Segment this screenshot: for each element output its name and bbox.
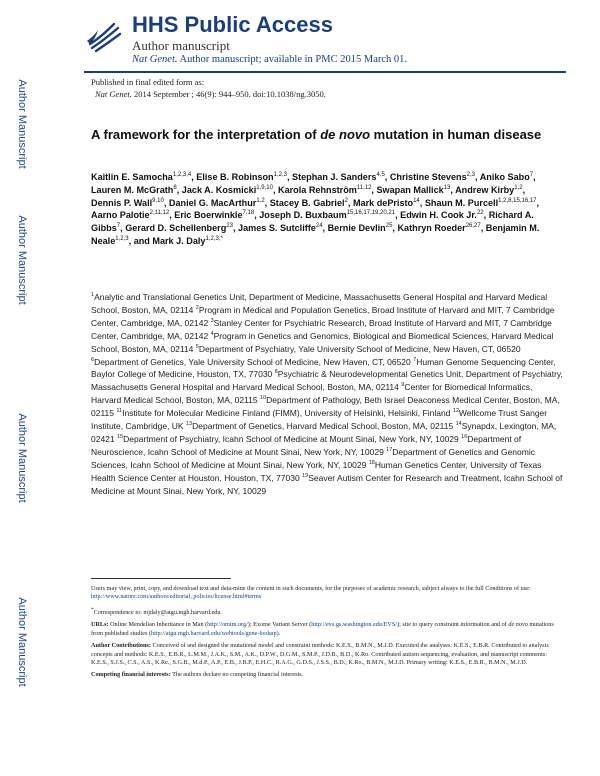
author-name: Richard A. Gibbs [91, 210, 534, 234]
author-affiliation-marker: 24 [315, 223, 323, 230]
author-name: Joseph D. Buxbaum [259, 210, 347, 221]
sidebar-label: Author Manuscript [16, 413, 28, 503]
contributions-note: Author Contributions: Conceived of and designed the mutational model and constraint methods: K.E.S., B.M.N., M.J.D. Executed the analyses: K.E.S., E.B.R. Contributed to analysis concepts and methods: K.E.S., E.B.R., L.M.M., J.A.K., S.M., A.K., D.P.W., D.G.M., S.M.P., J.D.B., B.D., K.Ro. Contributed autism sequencing, evaluation, and manuscript comments: K.E.S., S.J.S., C.S., A.S., K.Re., S.G.B., M.d.P., A.P., E.B., J.B.P., E.H.C., R.A.G., G.D.S., J.S.S., B.D., K.Ro., B.M.N., M.J.D. Primary writing: K.E.S., E.B.R., B.M.N., M.J.D. [91, 642, 549, 666]
affiliation-number: 13 [185, 421, 193, 428]
author-name: Mark J. Daly [152, 235, 206, 246]
affiliation-number: 1 [91, 292, 95, 299]
affiliation-text: Program in Genetics and Genomics, Biological and Biomedical Sciences, Harvard Medical School, Boston, MA, 02114 [91, 330, 554, 354]
affiliation-number: 9 [401, 382, 405, 389]
author-name: Andrew Kirby [455, 184, 515, 195]
author-entry [270, 198, 348, 208]
author-entry [91, 185, 177, 195]
author-affiliation-marker: 15,16,17,19,20,21 [346, 210, 396, 217]
availability-text: Author manuscript; available in PMC 2015 March 01. [179, 54, 408, 65]
affiliation-number: 14 [455, 421, 462, 428]
hhs-eagle-logo [84, 16, 124, 56]
author-name: Edwin H. Cook Jr. [400, 210, 477, 221]
author-name: Eric Boerwinkle [174, 210, 243, 221]
author-name: Lauren M. McGrath [91, 184, 174, 195]
author-affiliation-marker: 2,11,12 [149, 210, 170, 217]
affiliation-number: 17 [386, 447, 393, 454]
author-name: Bernie Devlin [327, 223, 386, 234]
author-affiliation-marker: 1,2 [514, 184, 523, 191]
affiliation-text: Center for Biomedical Informatics, Harvard Medical School, Boston, MA, 02115 [91, 382, 533, 406]
sidebar-label: Author Manuscript [16, 597, 28, 687]
author-name: Dennis P. Wall [91, 197, 153, 208]
hhs-header [84, 12, 564, 74]
author-name: Elise B. Robinson [196, 172, 274, 182]
affiliation-text: Institute for Molecular Medicine Finland (FIMM), University of Helsinki, Helsinki, Finland [122, 408, 451, 419]
affiliation-number: 15 [117, 434, 124, 441]
affiliation-number: 11 [116, 408, 123, 415]
competing-interests-note: Competing financial interests: The authors declare no competing financial interests. [91, 671, 304, 679]
citation-details: 2014 September ; 46(9): 944–950. doi:10.1038/ng.3050. [133, 89, 326, 99]
author-entry [353, 198, 420, 208]
affiliation-number: 5 [195, 343, 199, 350]
author-affiliation-marker: 1,9,10 [256, 184, 273, 191]
author-entry [425, 198, 537, 208]
author-entry [292, 172, 385, 182]
affiliation-text: Wellcome Trust Sanger Institute, Cambridge, UK [91, 408, 548, 432]
author-name: Christine Stevens [389, 172, 467, 182]
author-affiliation-marker: 1,2,3,* [205, 235, 223, 242]
article-title: A framework for the interpretation of de novo mutation in human disease [91, 127, 542, 142]
affiliation-number: 12 [452, 408, 459, 415]
affiliation-text: Stanley Center for Psychiatric Research, Broad Institute of Harvard and MIT, 7 Cambridge Center, Cambridge, MA, 02142 [91, 317, 552, 341]
journal-name: Nat Genet. [132, 54, 178, 65]
author-affiliation-marker: 13 [443, 184, 451, 191]
affiliation-entry [117, 434, 459, 444]
affiliation-text: Department of Genetics, Harvard Medical School, Boston, MA, 02115 [192, 421, 454, 432]
author-entry [455, 185, 522, 195]
affiliation-number: 7 [413, 356, 417, 363]
author-entry [278, 185, 371, 195]
terms-link[interactable]: http://www.nature.com/authors/editorial_policies/license.html#terms [91, 593, 262, 601]
author-entry [174, 210, 254, 220]
author-name: Aarno Palotie [91, 210, 150, 221]
citation-journal: Nat Genet. [95, 89, 132, 99]
author-entry [376, 185, 450, 195]
affiliation-text: Synapdx, Lexington, MA, 02421 [91, 421, 557, 444]
author-list: Kaitlin E. Samocha$^{1,2,3,4}$, Elise B. Robinson$^{1,2,3}$, Stephan J. Sanders$^{4,5}$, Christine Stevens$^{2,3}$, Aniko Sabo$^7$, Lauren M. McGrath$^8$, Jack A. Kosmicki$^{1,9,10}$, Karola Rehnström$^{11,12}$, Swapan Mallick$^{13}$, Andrew Kirby$^{1,2}$, Dennis P. Wall$^{9,10}$, Daniel G. MacArthur$^{1,2}$, Stacey B. Gabriel$^2$, Mark dePristo$^{14}$, Shaun M. Purcell$^{1,2,8,15,16,17}$, Aarno Palotie$^{2,11,12}$, Eric Boerwinkle$^{7,18}$, Joseph D. Buxbaum$^{15,16,17,19,20,21}$, Edwin H. Cook Jr.$^{22}$, Richard A. Gibbs$^7$, Gerard D. Schellenberg$^{23}$, James S. Sutcliffe$^{24}$, Bernie Devlin$^{25}$, Kathryn Roeder$^{26,27}$, Benjamin M. Neale$^{1,2,3}$, and Mark J. Daly$^{1,2,3,*}$ [91, 171, 540, 246]
affiliation-text: Program in Medical and Population Genetics, Broad Institute of Harvard and MIT, 7 Cambridge Center, Cambridge, MA, 02142 [91, 304, 555, 328]
author-entry [91, 198, 164, 208]
author-affiliation-marker: 1,2 [256, 197, 265, 204]
affiliation-number: 10 [260, 395, 267, 402]
affiliation-number: 4 [210, 330, 214, 337]
affiliation-text: Psychiatric & Neurodevelopmental Genetics Unit, Department of Psychiatry, Massachusetts General Hospital and Harvard Medical School, Boston, MA, 02114 [91, 369, 563, 393]
citation [95, 88, 326, 100]
author-affiliation-marker: 25 [385, 223, 393, 230]
affiliation-text: Analytic and Translational Genetics Unit, Department of Medicine, Massachusetts General Hospital and Harvard Medical School, Boston, MA, 02114 [91, 292, 548, 315]
author-affiliation-marker: 1,2,3 [273, 171, 287, 178]
author-affiliation-marker: 26,27 [465, 223, 481, 230]
affiliation-text: Department of Genetics and Genomic Sciences, Icahn School of Medicine at Mount Sinai, New York, NY, 10029 [91, 446, 535, 470]
author-affiliation-marker: 7 [116, 223, 121, 230]
author-entry [238, 223, 323, 233]
affiliation-text: Human Genetics Center, University of Texas Health Science Center at Houston, Houston, TX, 77030 [91, 459, 542, 483]
journal-availability [132, 54, 407, 65]
gene-lookup-link[interactable]: http://atgu.mgh.harvard.edu/webtools/gene-lookup [150, 629, 277, 637]
author-affiliation-marker: 8 [173, 184, 177, 191]
affiliation-list [91, 291, 563, 498]
author-entry [390, 172, 475, 182]
affiliation-text: Department of Neuroscience, Icahn School of Medicine at Mount Sinai, New York, NY, 10029 [91, 433, 522, 457]
affiliation-number: 16 [461, 434, 468, 441]
affiliation-entry [116, 408, 450, 418]
author-entry [196, 172, 287, 182]
affiliation-number: 19 [302, 472, 309, 479]
affiliation-text: Department of Psychiatry, Yale University School of Medicine, New Haven, CT, 06520 [198, 343, 521, 354]
author-name: Benjamin M. Neale [91, 223, 540, 246]
author-name: Jack A. Kosmicki [181, 184, 257, 195]
author-name: Stacey B. Gabriel [269, 197, 345, 208]
author-name: Daniel G. MacArthur [168, 197, 257, 208]
omim-link[interactable]: http://omim.org/ [207, 621, 248, 629]
hhs-title: HHS Public Access [132, 12, 333, 37]
terms-note: Users may view, print, copy, and download text and data-mine the content in such documents, for the purposes of academic research, subject always to the full Conditions of use: http://www.nature.com/authors/editorial_policies/license.html#terms [91, 585, 531, 601]
author-affiliation-marker: 1,2,3 [115, 235, 129, 242]
author-affiliation-marker: 2 [344, 197, 348, 204]
author-name: Kathryn Roeder [397, 223, 466, 234]
author-affiliation-marker: 4,5 [376, 171, 385, 178]
author-name: Aniko Sabo [479, 172, 530, 182]
affiliation-number: 2 [195, 305, 199, 312]
author-manuscript-sidebar [0, 0, 40, 776]
author-entry [125, 223, 233, 233]
author-name: Stephan J. Sanders [292, 172, 377, 182]
affiliation-text: Department of Genetics, Yale University School of Medicine, New Haven, CT, 06520 [94, 356, 411, 367]
header-rule [84, 71, 566, 73]
author-affiliation-marker: 23 [226, 223, 233, 230]
correspondence-note: *Correspondence to: mjdaly@atgu.mgh.harvard.edu. [91, 606, 222, 616]
author-manuscript-label: Author manuscript [132, 38, 230, 53]
author-name: Kaitlin E. Samocha [91, 172, 173, 182]
author-name: Shaun M. Purcell [424, 197, 499, 208]
affiliation-text: Department of Psychiatry, Icahn School of Medicine at Mount Sinai, New York, NY, 10029 [123, 433, 459, 444]
author-name: Gerard D. Schellenberg [125, 223, 227, 234]
footnote-rule [91, 578, 231, 579]
author-entry [400, 210, 484, 220]
author-name: Mark dePristo [352, 197, 414, 208]
author-entry [169, 198, 265, 208]
author-affiliation-marker: 14 [413, 197, 420, 204]
author-affiliation-marker: 1,2,3,4 [172, 171, 192, 178]
published-label: Published in final edited form as: [91, 77, 205, 87]
author-entry [328, 223, 393, 233]
author-affiliation-marker: 2,3 [466, 171, 476, 178]
author-entry [397, 223, 480, 233]
sidebar-label: Author Manuscript [16, 79, 28, 169]
affiliation-text: Seaver Autism Center for Research and Treatment, Icahn School of Medicine at Mount Sinai, New York, NY, 10029 [91, 472, 563, 496]
affiliation-entry [186, 421, 453, 431]
author-affiliation-marker: 11,12 [356, 184, 372, 191]
affiliation-number: 3 [210, 317, 214, 324]
sidebar-label: Author Manuscript [16, 215, 28, 305]
affiliation-entry [196, 344, 521, 354]
author-entry [152, 236, 222, 246]
author-affiliation-marker: 9,10 [152, 197, 164, 204]
author-affiliation-marker: 7 [529, 171, 534, 178]
author-entry [91, 172, 191, 182]
author-entry [91, 210, 169, 220]
urls-note: URLs: Online Mendelian Inheritance in Man (http://omim.org/); Exome Variant Server (http://evs.gs.washington.edu/EVS/); site to query constraint information and of de novo mutations from published studies (http://atgu.mgh.harvard.edu/webtools/gene-lookup). [91, 621, 554, 637]
publication-info [91, 76, 326, 100]
affiliation-entry [91, 357, 411, 367]
affiliation-number: 6 [91, 356, 95, 363]
author-affiliation-marker: 7,18 [242, 210, 255, 217]
author-affiliation-marker: 1,2,8,15,16,17 [498, 197, 537, 204]
affiliation-number: 8 [274, 369, 278, 376]
footnotes [91, 585, 561, 684]
author-entry [182, 185, 273, 195]
author-name: James S. Sutcliffe [238, 223, 316, 234]
author-entry [259, 210, 395, 220]
affiliation-number: 18 [368, 459, 375, 466]
affiliation-text: Department of Pathology, Beth Israel Deaconess Medical Center, Boston, MA, 02115 [91, 395, 560, 419]
author-name: Karola Rehnström [278, 184, 357, 195]
author-entry [480, 172, 533, 182]
author-affiliation-marker: 22 [476, 210, 484, 217]
author-name: Swapan Mallick [376, 184, 444, 195]
affiliation-text: Human Genome Sequencing Center, Baylor College of Medicine, Houston, TX, 77030 [91, 356, 556, 380]
evs-link[interactable]: http://evs.gs.washington.edu/EVS/ [311, 621, 398, 629]
